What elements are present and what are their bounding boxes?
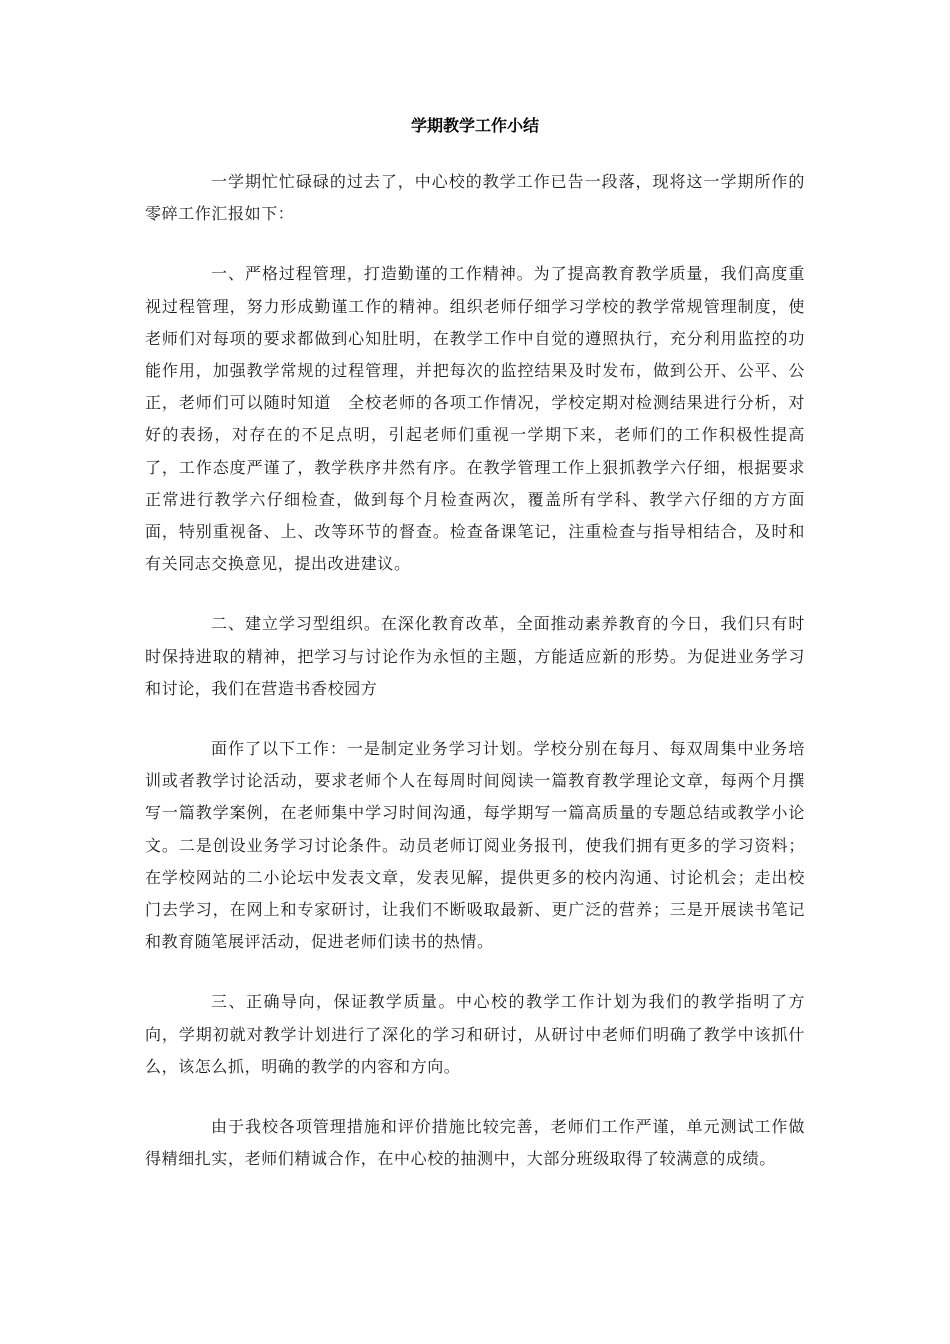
paragraph-section-two-continued: 面作了以下工作：一是制定业务学习计划。学校分别在每月、每双周集中业务培训或者教学讨论活动，要求老师个人在每周时间阅读一篇教育教学理论文章，每两个月撰写一篇教学案例，在老师集中学习时间沟通，每学期写一篇高质量的专题总结或教学小论文。二是创设业务学习讨论条件。动员老师订阅业务报刊，使我们拥有更多的学习资料；在学校网站的二小论坛中发表文章，发表见解，提供更多的校内沟通、讨论机会；走出校门去学习，在网上和专家研讨，让我们不断吸取最新、更广泛的营养；三是开展读书笔记和教育随笔展评活动，促进老师们读书的热情。 [145,739,805,952]
paragraph-conclusion: 由于我校各项管理措施和评价措施比较完善，老师们工作严谨，单元测试工作做得精细扎实，老师们精诚合作，在中心校的抽测中，大部分班级取得了较满意的成绩。 [145,1117,805,1169]
paragraph-section-two: 二、建立学习型组织。在深化教育改革，全面推动素养教育的今日，我们只有时时保持进取的精神，把学习与讨论作为永恒的主题，方能适应新的形势。为促进业务学习和讨论，我们在营造书香校园方 [145,614,805,698]
paragraph-section-one: 一、严格过程管理，打造勤谨的工作精神。为了提高教育教学质量，我们高度重视过程管理，努力形成勤谨工作的精神。组织老师仔细学习学校的教学常规管理制度，使老师们对每项的要求都做到心知肚明，在教学工作中自觉的遵照执行，充分利用监控的功能作用，加强教学常规的过程管理，并把每次的监控结果及时发布，做到公开、公平、公正，老师们可以随时知道 全校老师的各项工作情况，学校定期对检测结果进行分析，对好的表扬，对存在的不足点明，引起老师们重视一学期下来，老师们的工作积极性提高了，工作态度严谨了，教学秩序井然有序。在教学管理工作上狠抓教学六仔细，根据要求正常进行教学六仔细检查，做到每个月检查两次，覆盖所有学科、教学六仔细的方方面面，特别重视备、上、改等环节的督查。检查备课笔记，注重检查与指导相结合，及时和有关同志交换意见，提出改进建议。 [145,264,805,574]
document-title: 学期教学工作小结 [410,116,539,135]
paragraph-intro: 一学期忙忙碌碌的过去了，中心校的教学工作已告一段落，现将这一学期所作的零碎工作汇报如下： [145,172,805,224]
document-body [145,166,805,1203]
paragraph-section-three: 三、正确导向，保证教学质量。中心校的教学工作计划为我们的教学指明了方向，学期初就对教学计划进行了深化的学习和研讨，从研讨中老师们明确了教学中该抓什么，该怎么抓，明确的教学的内容和方向。 [145,992,805,1076]
